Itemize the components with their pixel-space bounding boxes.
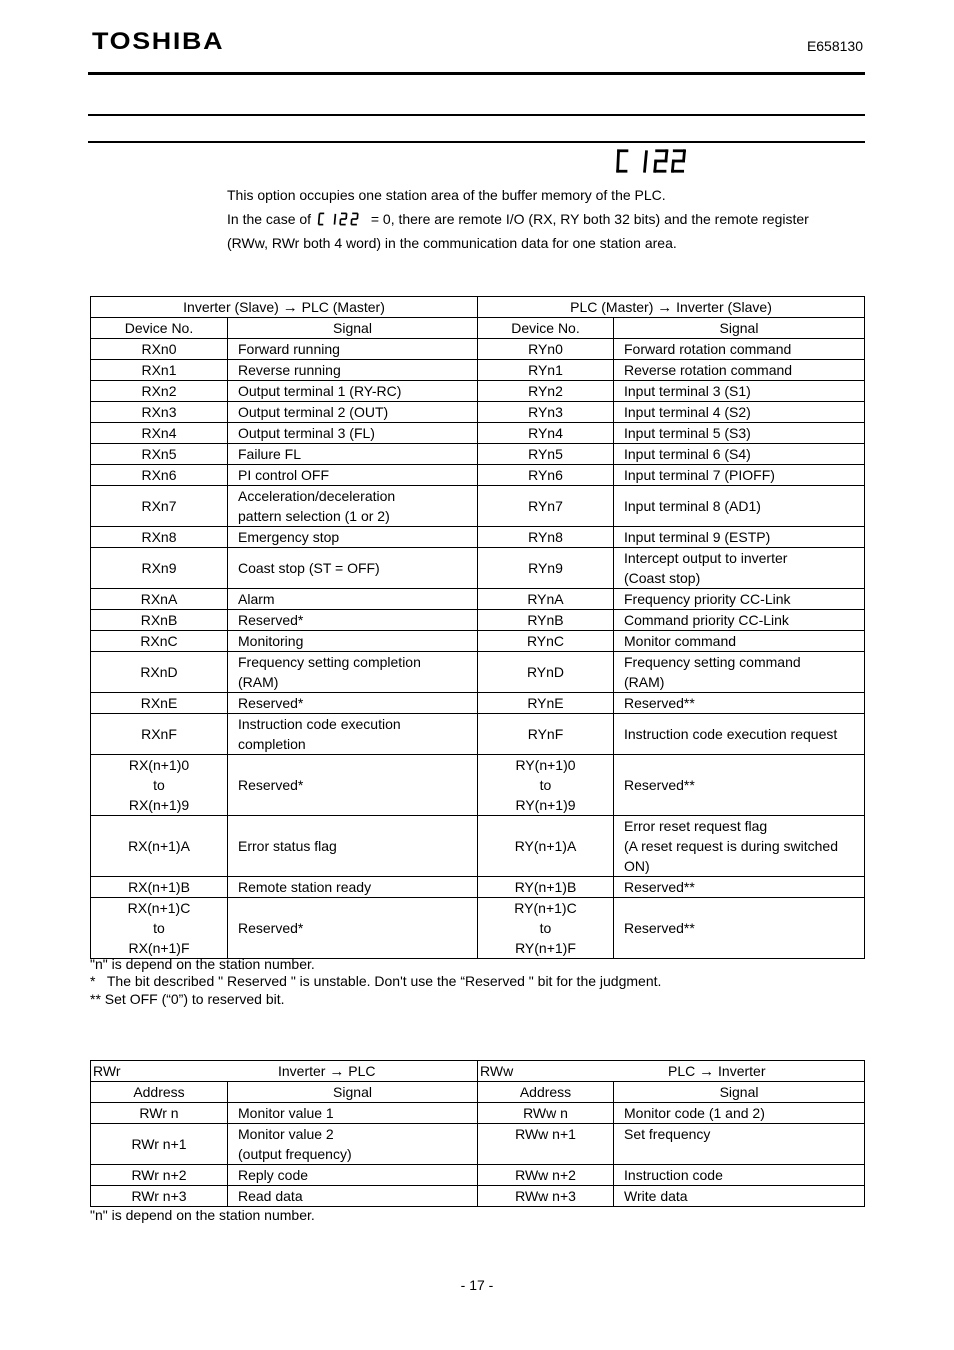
ry-device-cell-line: RY(n+1)B: [514, 879, 577, 895]
rx-device-cell-line: to: [153, 920, 165, 936]
io-table-row: [91, 631, 865, 652]
ry-device-cell: [478, 652, 614, 693]
rww-signal-cell-line: Write data: [624, 1188, 688, 1204]
rwr-signal-cell: [228, 1103, 478, 1124]
intro-line-2-prefix: In the case of: [227, 211, 315, 227]
rx-device-cell-line: RX(n+1)C: [127, 900, 191, 916]
rx-device-cell-line: RXnF: [141, 726, 177, 742]
reg-note-station: "n" is depend on the station number.: [90, 1207, 315, 1223]
rww-signal-cell-line: Instruction code: [624, 1167, 723, 1183]
ry-signal-cell-line: Forward rotation command: [624, 341, 792, 357]
io-column-header-row: [91, 318, 865, 339]
ry-signal-cell: [614, 898, 865, 959]
rx-signal-cell-line: Instruction code execution: [238, 716, 401, 732]
ry-signal-cell-line: (Coast stop): [624, 570, 701, 586]
rx-device-cell: [91, 755, 228, 816]
ry-device-cell-line: RYnF: [527, 726, 564, 742]
ry-device-cell-line: RYn6: [528, 467, 563, 483]
io-table-row: [91, 465, 865, 486]
rx-device-cell: [91, 631, 228, 652]
io-table-row: [91, 527, 865, 548]
reg-table-row: [91, 1165, 865, 1186]
remote-io-table: [90, 296, 865, 959]
ry-device-cell: [478, 423, 614, 444]
ry-device-cell: [478, 693, 614, 714]
ry-device-cell-line: RY(n+1)0: [515, 757, 576, 773]
ry-signal-cell: [614, 444, 865, 465]
rx-device-cell: [91, 465, 228, 486]
rww-address-cell: RWw n+1: [478, 1124, 614, 1165]
rx-device-cell-line: RXnD: [140, 664, 178, 680]
ry-device-cell-line: RYn9: [528, 560, 563, 576]
rx-signal-cell: [228, 898, 478, 959]
ry-device-cell: [478, 610, 614, 631]
ry-device-cell-line: RYnA: [527, 591, 564, 607]
rx-signal-cell-line: Monitoring: [238, 633, 304, 649]
ry-signal-cell: [614, 693, 865, 714]
io-table-row: [91, 693, 865, 714]
io-col-device-right: Device No.: [478, 318, 614, 339]
rx-device-cell-line: RXn3: [141, 404, 177, 420]
io-table-row: [91, 898, 865, 959]
intro-line-3: (RWw, RWr both 4 word) in the communication data for one station area.: [227, 235, 677, 251]
rx-device-cell-line: RX(n+1)9: [128, 797, 190, 813]
document-number: E658130: [806, 38, 863, 54]
rww-signal-cell: [614, 1186, 865, 1207]
rx-device-cell: [91, 610, 228, 631]
io-table-row: [91, 444, 865, 465]
io-table-row: [91, 816, 865, 877]
reg-right-from: PLC: [668, 1062, 696, 1079]
rx-device-cell-line: RXnB: [140, 612, 178, 628]
right-arrow-icon: →: [699, 1062, 715, 1080]
rwr-signal-cell-line: Read data: [238, 1188, 303, 1204]
remote-register-table: [90, 1060, 865, 1207]
rx-signal-cell: [228, 360, 478, 381]
ry-signal-cell: [614, 402, 865, 423]
reg-right-flow: [668, 1062, 765, 1081]
rwr-address-cell: RWr n: [91, 1103, 228, 1124]
rx-signal-cell-line: Coast stop (ST = OFF): [238, 560, 380, 576]
ry-signal-cell: [614, 610, 865, 631]
rx-device-cell: [91, 339, 228, 360]
io-table-row: [91, 339, 865, 360]
rx-signal-cell-line: (RAM): [238, 674, 279, 690]
remote-register-table-body: [91, 1061, 865, 1207]
reg-column-header-row: [91, 1082, 865, 1103]
rx-signal-cell-line: Frequency setting completion: [238, 654, 421, 670]
ry-signal-cell: [614, 423, 865, 444]
rx-signal-cell-line: Reverse running: [238, 362, 341, 378]
reg-col-address-left: Address: [91, 1082, 228, 1103]
rx-signal-cell: [228, 402, 478, 423]
rx-device-cell: [91, 423, 228, 444]
rx-signal-cell-line: pattern selection (1 or 2): [238, 508, 390, 524]
rx-signal-cell-line: Forward running: [238, 341, 340, 357]
rx-signal-cell-line: Output terminal 2 (OUT): [238, 404, 389, 420]
io-table-row: [91, 589, 865, 610]
ry-signal-cell: [614, 631, 865, 652]
ry-device-cell-line: to: [539, 777, 552, 793]
ry-signal-cell: [614, 339, 865, 360]
ry-device-cell: [478, 402, 614, 423]
rx-device-cell: [91, 548, 228, 589]
io-note-set-off: ** Set OFF (“0”) to reserved bit.: [90, 991, 285, 1007]
rx-signal-cell: [228, 714, 478, 755]
rwr-signal-cell: [228, 1124, 478, 1165]
rx-signal-cell: [228, 465, 478, 486]
intro-line-1: This option occupies one station area of the buffer memory of the PLC.: [227, 187, 666, 203]
intro-text: [227, 183, 867, 255]
io-table-row: [91, 755, 865, 816]
ry-device-cell-line: RYn3: [528, 404, 563, 420]
rwr-address-cell: RWr n+3: [91, 1186, 228, 1207]
io-left-from: Inverter (Slave): [183, 298, 279, 315]
ry-signal-cell: [614, 381, 865, 402]
rx-signal-cell-line: Alarm: [238, 591, 275, 607]
rx-device-cell-line: RXn4: [141, 425, 177, 441]
io-note-station: "n" is depend on the station number.: [90, 956, 315, 972]
rx-device-cell-line: to: [153, 777, 165, 793]
reg-left-from: Inverter: [278, 1062, 326, 1079]
header-rule: [88, 72, 865, 75]
rx-signal-cell: [228, 631, 478, 652]
ry-device-cell-line: RYnB: [527, 612, 564, 628]
io-table-row: [91, 610, 865, 631]
ry-signal-cell-line: Intercept output to inverter: [624, 550, 788, 566]
section-rule-1: [88, 114, 865, 116]
rx-device-cell-line: RX(n+1)A: [128, 838, 190, 854]
rwr-address-cell: RWr n+1: [91, 1124, 228, 1165]
ry-signal-cell: [614, 589, 865, 610]
rx-signal-cell: [228, 693, 478, 714]
section-rule-2: [88, 141, 865, 143]
rx-signal-cell-line: Acceleration/deceleration: [238, 488, 396, 504]
ry-device-cell: [478, 631, 614, 652]
ry-device-cell: [478, 339, 614, 360]
right-arrow-icon: →: [282, 298, 298, 316]
rx-signal-cell: [228, 527, 478, 548]
ry-signal-cell: [614, 816, 865, 877]
rww-address-cell: RWw n+2: [478, 1165, 614, 1186]
ry-signal-cell: [614, 527, 865, 548]
ry-device-cell: [478, 444, 614, 465]
rx-device-cell: [91, 444, 228, 465]
ry-device-cell: [478, 360, 614, 381]
rwr-signal-cell-line: (output frequency): [238, 1146, 352, 1162]
ry-signal-cell-line: Input terminal 8 (AD1): [624, 498, 761, 514]
ry-signal-cell: [614, 486, 865, 527]
rx-device-cell: [91, 898, 228, 959]
ry-device-cell-line: RYnC: [526, 633, 565, 649]
io-group-header-row: [91, 297, 865, 318]
rx-device-cell: [91, 486, 228, 527]
ry-device-cell-line: RYnD: [526, 664, 565, 680]
rx-signal-cell: [228, 589, 478, 610]
ry-signal-cell: [614, 755, 865, 816]
ry-device-cell: [478, 755, 614, 816]
rx-device-cell: [91, 381, 228, 402]
rx-device-cell-line: RXnE: [140, 695, 178, 711]
ry-device-cell-line: RY(n+1)F: [515, 940, 576, 956]
rwr-address-cell: RWr n+2: [91, 1165, 228, 1186]
rx-signal-cell: [228, 486, 478, 527]
rx-signal-cell: [228, 755, 478, 816]
rx-signal-cell: [228, 877, 478, 898]
parameter-code-display: [612, 148, 692, 174]
page-number: - 17 -: [460, 1277, 494, 1293]
rx-device-cell-line: RX(n+1)0: [128, 757, 190, 773]
rx-device-cell: [91, 402, 228, 423]
rx-signal-cell-line: Emergency stop: [238, 529, 340, 545]
ry-device-cell: [478, 589, 614, 610]
rwr-signal-cell-line: Monitor value 2: [238, 1126, 334, 1142]
rx-device-cell: [91, 816, 228, 877]
rww-signal-cell: [614, 1103, 865, 1124]
rx-device-cell: [91, 360, 228, 381]
io-table-row: [91, 486, 865, 527]
ry-signal-cell-line: (RAM): [624, 674, 665, 690]
ry-device-cell: [478, 714, 614, 755]
ry-signal-cell: [614, 465, 865, 486]
rww-address-cell: RWw n+3: [478, 1186, 614, 1207]
io-col-device-left: Device No.: [91, 318, 228, 339]
rx-signal-cell-line: Remote station ready: [238, 879, 372, 895]
rx-device-cell-line: RXn9: [141, 560, 177, 576]
ry-device-cell-line: RYn0: [528, 341, 563, 357]
rx-signal-cell-line: Output terminal 3 (FL): [238, 425, 375, 441]
rx-device-cell-line: RX(n+1)B: [128, 879, 190, 895]
io-right-from: PLC (Master): [570, 298, 654, 315]
ry-device-cell: [478, 486, 614, 527]
reg-table-row: [91, 1124, 865, 1165]
rx-signal-cell: [228, 548, 478, 589]
io-note-reserved: * The bit described " Reserved " is unstable. Don't use the “Reserved " bit for the judgment.: [90, 973, 662, 989]
rww-address-cell: RWw n: [478, 1103, 614, 1124]
io-table-row: [91, 714, 865, 755]
io-left-group-header: [91, 297, 478, 318]
reg-group-header-row: [91, 1061, 865, 1082]
toshiba-logo: TOSHIBA: [92, 28, 225, 55]
ry-device-cell-line: RY(n+1)9: [515, 797, 576, 813]
rx-device-cell: [91, 652, 228, 693]
io-table-row: [91, 402, 865, 423]
io-table-row: [91, 652, 865, 693]
ry-device-cell-line: to: [539, 920, 552, 936]
ry-signal-cell: [614, 877, 865, 898]
ry-signal-cell-line: Input terminal 4 (S2): [624, 404, 751, 420]
reg-right-to: Inverter: [718, 1062, 766, 1079]
ry-device-cell: [478, 877, 614, 898]
io-right-group-header: [478, 297, 865, 318]
rx-device-cell-line: RXn0: [141, 341, 177, 357]
rx-signal-cell-line: Reserved*: [238, 777, 304, 793]
remote-io-table-body: [91, 297, 865, 959]
rx-device-cell-line: RXn5: [141, 446, 177, 462]
ry-signal-cell-line: Command priority CC-Link: [624, 612, 789, 628]
reg-left-flow: [278, 1062, 375, 1081]
rx-device-cell: [91, 877, 228, 898]
ry-signal-cell-line: Input terminal 7 (PIOFF): [624, 467, 775, 483]
rx-device-cell-line: RXnC: [140, 633, 178, 649]
ry-signal-cell-line: Reverse rotation command: [624, 362, 793, 378]
io-right-to: Inverter (Slave): [676, 298, 772, 315]
ry-signal-cell-line: (A reset request is during switched: [624, 838, 838, 854]
ry-signal-cell: [614, 360, 865, 381]
intro-line-2-suffix: = 0, there are remote I/O (RX, RY both 32 bits) and the remote register: [366, 211, 809, 227]
reg-right-group-header: [478, 1061, 865, 1082]
ry-signal-cell: [614, 714, 865, 755]
ry-signal-cell-line: Reserved**: [624, 695, 695, 711]
ry-signal-cell-line: Input terminal 6 (S4): [624, 446, 751, 462]
io-table-row: [91, 423, 865, 444]
rwr-signal-cell: [228, 1165, 478, 1186]
rww-signal-cell: [614, 1124, 865, 1165]
rx-signal-cell-line: Reserved*: [238, 920, 304, 936]
rx-signal-cell: [228, 423, 478, 444]
ry-device-cell-line: RYn7: [528, 498, 563, 514]
reg-left-tag: RWr: [93, 1062, 121, 1079]
rx-signal-cell-line: Error status flag: [238, 838, 337, 854]
ry-signal-cell-line: Instruction code execution request: [624, 726, 838, 742]
rx-device-cell-line: RXnA: [140, 591, 178, 607]
ry-device-cell-line: RYn1: [528, 362, 563, 378]
ry-device-cell-line: RYn2: [528, 383, 563, 399]
ry-signal-cell-line: Input terminal 9 (ESTP): [624, 529, 771, 545]
ry-signal-cell-line: Input terminal 5 (S3): [624, 425, 751, 441]
rx-device-cell: [91, 527, 228, 548]
rww-signal-cell-line: Set frequency: [624, 1126, 711, 1142]
rx-signal-cell-line: Reserved*: [238, 695, 304, 711]
rx-device-cell-line: RXn8: [141, 529, 177, 545]
ry-device-cell: [478, 381, 614, 402]
ry-device-cell: [478, 548, 614, 589]
rww-signal-cell-line: Monitor code (1 and 2): [624, 1105, 765, 1121]
rx-signal-cell: [228, 339, 478, 360]
io-table-row: [91, 360, 865, 381]
ry-signal-cell: [614, 548, 865, 589]
reg-table-row: [91, 1103, 865, 1124]
ry-device-cell-line: RY(n+1)C: [514, 900, 577, 916]
rx-signal-cell: [228, 444, 478, 465]
right-arrow-icon: →: [657, 298, 673, 316]
ry-signal-cell-line: Error reset request flag: [624, 818, 768, 834]
rx-device-cell-line: RX(n+1)F: [128, 940, 190, 956]
reg-col-signal-right: Signal: [614, 1082, 865, 1103]
rwr-signal-cell-line: Monitor value 1: [238, 1105, 334, 1121]
rx-device-cell: [91, 693, 228, 714]
io-col-signal-right: Signal: [614, 318, 865, 339]
reg-right-tag: RWw: [480, 1062, 514, 1079]
rx-signal-cell-line: completion: [238, 736, 306, 752]
reg-col-signal-left: Signal: [228, 1082, 478, 1103]
rx-device-cell-line: RXn7: [141, 498, 177, 514]
rww-signal-cell: [614, 1165, 865, 1186]
ry-signal-cell-line: Reserved**: [624, 777, 695, 793]
reg-left-group-header: [91, 1061, 478, 1082]
ry-device-cell-line: RY(n+1)A: [514, 838, 577, 854]
reg-left-to: PLC: [348, 1062, 376, 1079]
ry-signal-cell-line: ON): [624, 858, 650, 874]
rx-device-cell: [91, 714, 228, 755]
ry-device-cell: [478, 898, 614, 959]
io-table-row: [91, 381, 865, 402]
rx-signal-cell: [228, 381, 478, 402]
ry-device-cell-line: RYn4: [528, 425, 563, 441]
reg-table-row: [91, 1186, 865, 1207]
ry-device-cell: [478, 465, 614, 486]
right-arrow-icon: →: [329, 1062, 345, 1080]
rx-signal-cell: [228, 652, 478, 693]
intro-line-2: [227, 207, 867, 231]
rx-signal-cell: [228, 816, 478, 877]
ry-device-cell-line: RYnE: [527, 695, 564, 711]
rx-signal-cell: [228, 610, 478, 631]
ry-device-cell-line: RYn8: [528, 529, 563, 545]
rx-signal-cell-line: PI control OFF: [238, 467, 330, 483]
ry-signal-cell-line: Input terminal 3 (S1): [624, 383, 751, 399]
rx-device-cell-line: RXn6: [141, 467, 177, 483]
ry-signal-cell: [614, 652, 865, 693]
io-col-signal-left: Signal: [228, 318, 478, 339]
io-table-row: [91, 877, 865, 898]
rwr-signal-cell: [228, 1186, 478, 1207]
inline-parameter-code: [315, 212, 367, 226]
rx-signal-cell-line: Failure FL: [238, 446, 302, 462]
ry-signal-cell-line: Frequency setting command: [624, 654, 801, 670]
ry-device-cell-line: RYn5: [528, 446, 563, 462]
rx-signal-cell-line: Reserved*: [238, 612, 304, 628]
rx-device-cell: [91, 589, 228, 610]
ry-signal-cell-line: Monitor command: [624, 633, 737, 649]
io-table-row: [91, 548, 865, 589]
ry-signal-cell-line: Frequency priority CC-Link: [624, 591, 791, 607]
rwr-signal-cell-line: Reply code: [238, 1167, 309, 1183]
reg-col-address-right: Address: [478, 1082, 614, 1103]
ry-signal-cell-line: Reserved**: [624, 920, 695, 936]
ry-device-cell: [478, 816, 614, 877]
rx-device-cell-line: RXn2: [141, 383, 177, 399]
ry-signal-cell-line: Reserved**: [624, 879, 695, 895]
rx-signal-cell-line: Output terminal 1 (RY-RC): [238, 383, 402, 399]
io-left-to: PLC (Master): [301, 298, 385, 315]
ry-device-cell: [478, 527, 614, 548]
rx-device-cell-line: RXn1: [141, 362, 177, 378]
